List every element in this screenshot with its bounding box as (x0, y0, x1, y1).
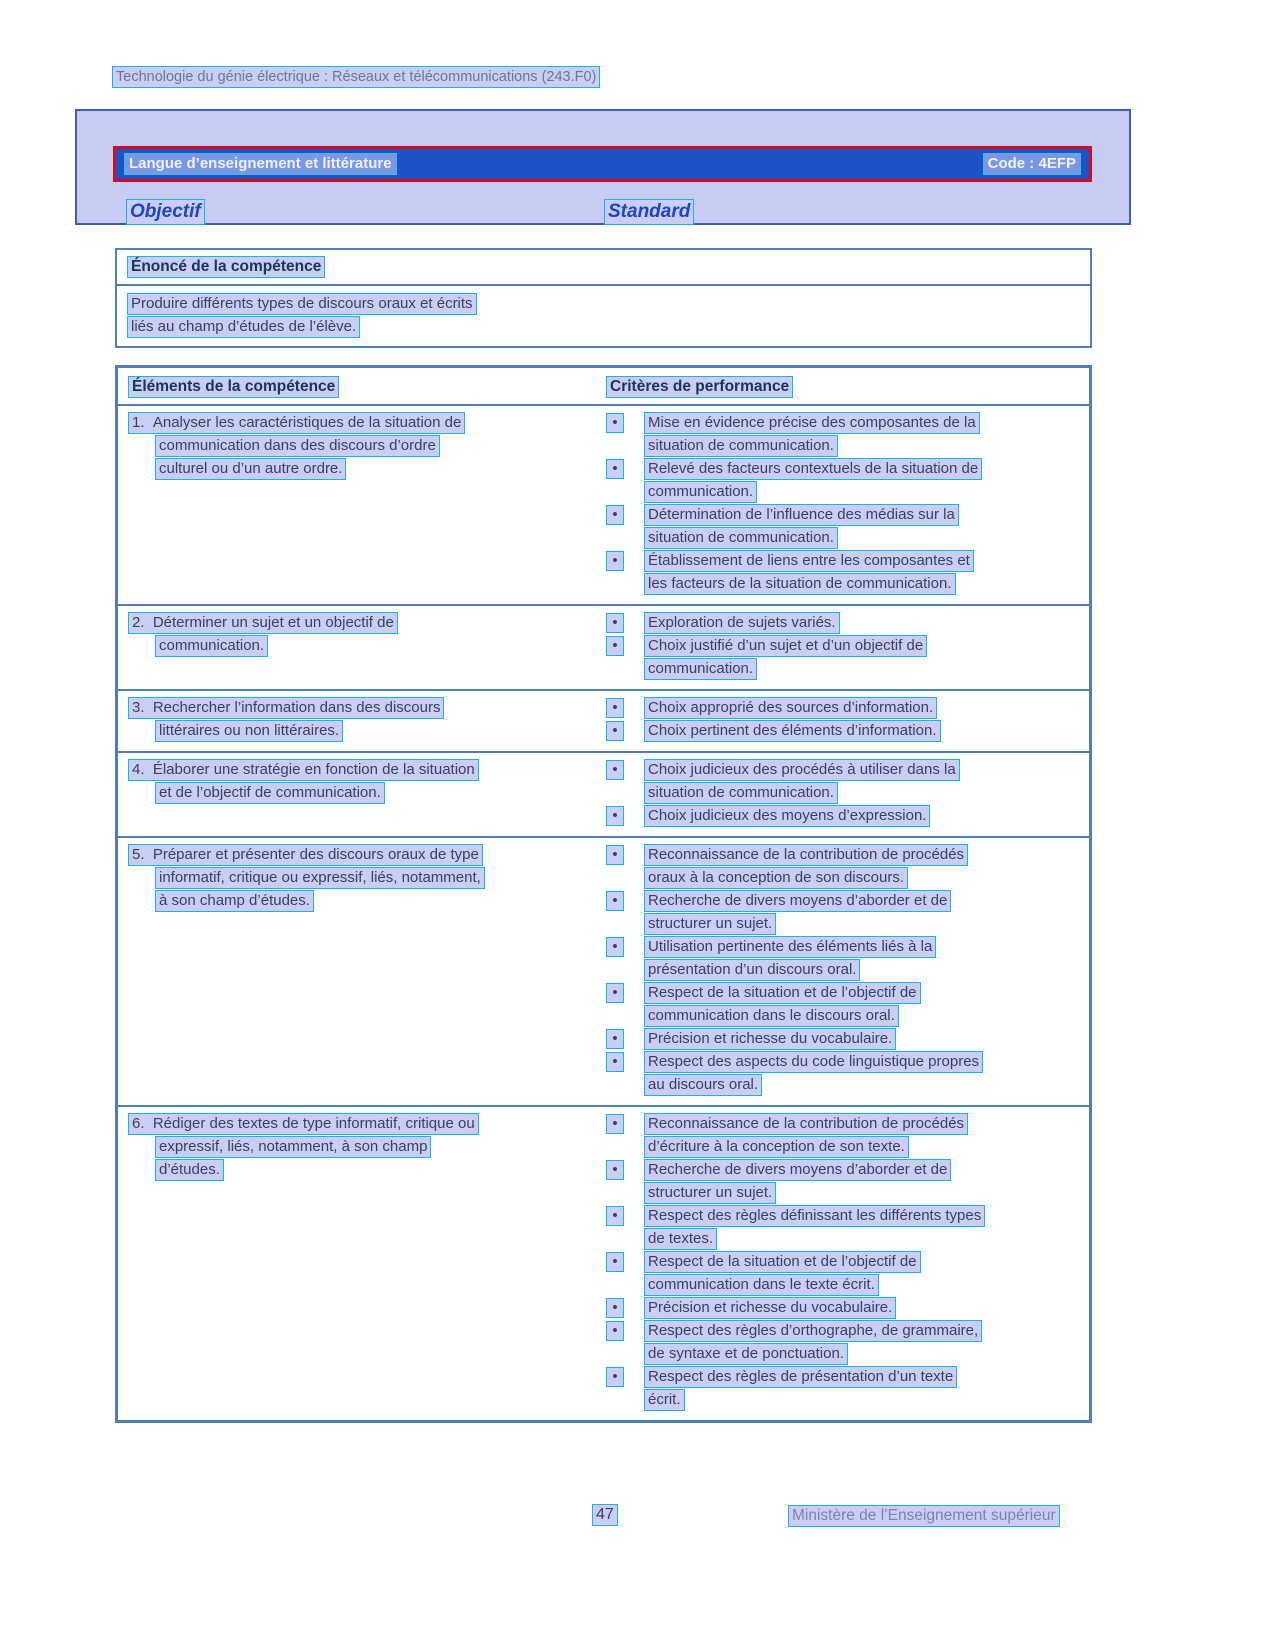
criterion (604, 1159, 1083, 1205)
element-first-line: 4. Élaborer une stratégie en fonction de la situation (128, 759, 479, 781)
bullet-icon: • (606, 760, 624, 780)
element-cell (118, 697, 604, 743)
criterion-line: Choix judicieux des procédés à utiliser dans la (644, 759, 960, 781)
element-cell (118, 1113, 604, 1412)
criterion (604, 1320, 1083, 1366)
enonce-header-box (115, 248, 1092, 286)
criterion-line: Respect des règles définissant les différents types (644, 1205, 985, 1227)
element-cell (118, 844, 604, 1097)
criterion-lines (644, 805, 1083, 828)
criterion-line: Détermination de l’influence des médias sur la (644, 504, 959, 526)
objectif-heading (126, 199, 205, 225)
element-line: communication. (155, 635, 268, 657)
criterion (604, 697, 1083, 720)
elements-column-header-text: Éléments de la compétence (128, 376, 339, 398)
competence-table (115, 365, 1092, 1423)
criterion (604, 1251, 1083, 1297)
criterion-lines (644, 890, 1083, 936)
criterion-line: structurer un sujet. (644, 913, 776, 935)
criterion-line: oraux à la conception de son discours. (644, 867, 908, 889)
element-cell (118, 759, 604, 828)
course-title-bar (113, 146, 1092, 182)
criterion-line: situation de communication. (644, 782, 838, 804)
criterion-line: d’écriture à la conception de son texte. (644, 1136, 909, 1158)
criteres-column-header (604, 376, 1089, 398)
bullet-icon: • (606, 983, 624, 1003)
table-row (118, 691, 1089, 753)
bullet-icon: • (606, 551, 624, 571)
bullet-icon: • (606, 1252, 624, 1272)
criterion-line: Respect des règles d’orthographe, de grammaire, (644, 1320, 982, 1342)
criterion (604, 805, 1083, 828)
criterion-lines (644, 1297, 1083, 1320)
criterion (604, 1051, 1083, 1097)
running-header (112, 66, 600, 88)
bullet-icon: • (606, 505, 624, 525)
element-line: d’études. (155, 1159, 224, 1181)
element-line: culturel ou d’un autre ordre. (155, 458, 346, 480)
criterion-line: Respect de la situation et de l’objectif de (644, 982, 921, 1004)
criterion-lines (644, 844, 1083, 890)
criteria-cell (604, 1113, 1089, 1412)
criterion-lines (644, 612, 1083, 635)
criterion-lines (644, 1051, 1083, 1097)
criterion-line: communication dans le texte écrit. (644, 1274, 879, 1296)
criterion (604, 1113, 1083, 1159)
criterion (604, 759, 1083, 805)
element-first-line: 2. Déterminer un sujet et un objectif de (128, 612, 398, 634)
criterion-lines (644, 1320, 1083, 1366)
criterion-lines (644, 720, 1083, 743)
criterion-line: au discours oral. (644, 1074, 762, 1096)
criterion-line: structurer un sujet. (644, 1182, 776, 1204)
criterion-line: Recherche de divers moyens d’aborder et de (644, 1159, 951, 1181)
standard-heading (604, 199, 694, 225)
criterion-lines (644, 759, 1083, 805)
bullet-icon: • (606, 1367, 624, 1387)
enonce-body-box (115, 284, 1092, 348)
criterion-line: écrit. (644, 1389, 685, 1411)
bullet-icon: • (606, 721, 624, 741)
criterion-line: Exploration de sujets variés. (644, 612, 840, 634)
bullet-icon: • (606, 891, 624, 911)
criterion-lines (644, 1113, 1083, 1159)
bullet-icon: • (606, 1321, 624, 1341)
ministry-footer-text: Ministère de l’Enseignement supérieur (788, 1505, 1060, 1527)
bullet-icon: • (606, 1298, 624, 1318)
criterion-lines (644, 550, 1083, 596)
criteria-cell (604, 412, 1089, 596)
bullet-icon: • (606, 459, 624, 479)
page-number (592, 1504, 618, 1526)
element-first-line: 5. Préparer et présenter des discours oraux de type (128, 844, 483, 866)
criterion (604, 635, 1083, 681)
criterion (604, 1366, 1083, 1412)
criterion-line: Choix justifié d’un sujet et d’un objectif de (644, 635, 927, 657)
criteres-column-header-text: Critères de performance (606, 376, 793, 398)
criterion (604, 1028, 1083, 1051)
criterion-line: communication. (644, 481, 757, 503)
criterion-lines (644, 1366, 1083, 1412)
criterion-line: Précision et richesse du vocabulaire. (644, 1297, 896, 1319)
criterion (604, 412, 1083, 458)
enonce-line: Produire différents types de discours oraux et écrits (127, 293, 477, 315)
criterion (604, 890, 1083, 936)
criterion-lines (644, 936, 1083, 982)
table-row (118, 753, 1089, 838)
criterion-lines (644, 1159, 1083, 1205)
criterion (604, 504, 1083, 550)
bullet-icon: • (606, 1114, 624, 1134)
element-line: à son champ d’études. (155, 890, 314, 912)
criterion-line: de textes. (644, 1228, 717, 1250)
criteria-cell (604, 697, 1089, 743)
criteria-cell (604, 844, 1089, 1097)
table-row (118, 1107, 1089, 1420)
criterion-line: les facteurs de la situation de communication. (644, 573, 956, 595)
criterion-line: Choix approprié des sources d’information. (644, 697, 937, 719)
bullet-icon: • (606, 413, 624, 433)
element-first-line: 6. Rédiger des textes de type informatif, critique ou (128, 1113, 479, 1135)
criterion-line: Recherche de divers moyens d’aborder et de (644, 890, 951, 912)
bullet-icon: • (606, 1052, 624, 1072)
bullet-icon: • (606, 1206, 624, 1226)
element-first-line: 3. Rechercher l’information dans des discours (128, 697, 444, 719)
criterion-lines (644, 1251, 1083, 1297)
element-line: littéraires ou non littéraires. (155, 720, 343, 742)
criterion-line: Reconnaissance de la contribution de procédés (644, 1113, 968, 1135)
course-code: Code : 4EFP (983, 153, 1081, 175)
element-cell (118, 412, 604, 596)
competence-rows (118, 406, 1089, 1420)
criterion (604, 1297, 1083, 1320)
criterion-line: Reconnaissance de la contribution de procédés (644, 844, 968, 866)
bullet-icon: • (606, 845, 624, 865)
criterion-lines (644, 1028, 1083, 1051)
criterion-line: Respect des aspects du code linguistique propres (644, 1051, 983, 1073)
table-row (118, 406, 1089, 606)
bullet-icon: • (606, 806, 624, 826)
program-title: Technologie du génie électrique : Réseaux et télécommunications (243.F0) (112, 66, 600, 88)
criterion-line: Relevé des facteurs contextuels de la situation de (644, 458, 982, 480)
criterion-line: communication dans le discours oral. (644, 1005, 899, 1027)
criterion-lines (644, 697, 1083, 720)
bullet-icon: • (606, 1160, 624, 1180)
elements-column-header (118, 376, 604, 398)
enonce-line: liés au champ d’études de l’élève. (127, 316, 360, 338)
criterion-line: Établissement de liens entre les composantes et (644, 550, 974, 572)
criterion-line: de syntaxe et de ponctuation. (644, 1343, 848, 1365)
course-title: Langue d’enseignement et littérature (124, 153, 397, 175)
element-cell (118, 612, 604, 681)
ministry-footer (788, 1505, 1060, 1527)
criterion-line: Utilisation pertinente des éléments liés à la (644, 936, 936, 958)
criterion-line: Mise en évidence précise des composantes de la (644, 412, 980, 434)
page-number-text: 47 (592, 1504, 618, 1526)
criterion (604, 1205, 1083, 1251)
table-header-row (118, 368, 1089, 406)
bullet-icon: • (606, 698, 624, 718)
criterion (604, 720, 1083, 743)
criterion-lines (644, 982, 1083, 1028)
bullet-icon: • (606, 636, 624, 656)
element-first-line: 1. Analyser les caractéristiques de la situation de (128, 412, 465, 434)
objectif-heading-text: Objectif (126, 199, 205, 225)
criterion (604, 612, 1083, 635)
criterion (604, 982, 1083, 1028)
criterion-line: Respect de la situation et de l’objectif de (644, 1251, 921, 1273)
criterion-line: Précision et richesse du vocabulaire. (644, 1028, 896, 1050)
criteria-cell (604, 759, 1089, 828)
criterion-line: situation de communication. (644, 527, 838, 549)
criterion-line: situation de communication. (644, 435, 838, 457)
element-line: expressif, liés, notamment, à son champ (155, 1136, 431, 1158)
enonce-title: Énoncé de la compétence (127, 256, 325, 278)
criterion (604, 844, 1083, 890)
criterion (604, 458, 1083, 504)
table-row (118, 838, 1089, 1107)
criterion-lines (644, 1205, 1083, 1251)
criterion-line: communication. (644, 658, 757, 680)
bullet-icon: • (606, 937, 624, 957)
bullet-icon: • (606, 1029, 624, 1049)
criterion (604, 550, 1083, 596)
bullet-icon: • (606, 613, 624, 633)
element-line: et de l’objectif de communication. (155, 782, 385, 804)
criterion-line: Choix pertinent des éléments d’information. (644, 720, 941, 742)
criterion-lines (644, 458, 1083, 504)
standard-heading-text: Standard (604, 199, 694, 225)
element-line: informatif, critique ou expressif, liés, notamment, (155, 867, 485, 889)
criterion-lines (644, 635, 1083, 681)
table-row (118, 606, 1089, 691)
criterion-line: présentation d’un discours oral. (644, 959, 860, 981)
criterion (604, 936, 1083, 982)
criterion-lines (644, 504, 1083, 550)
element-line: communication dans des discours d’ordre (155, 435, 440, 457)
criteria-cell (604, 612, 1089, 681)
criterion-line: Respect des règles de présentation d’un texte (644, 1366, 957, 1388)
criterion-line: Choix judicieux des moyens d’expression. (644, 805, 930, 827)
criterion-lines (644, 412, 1083, 458)
